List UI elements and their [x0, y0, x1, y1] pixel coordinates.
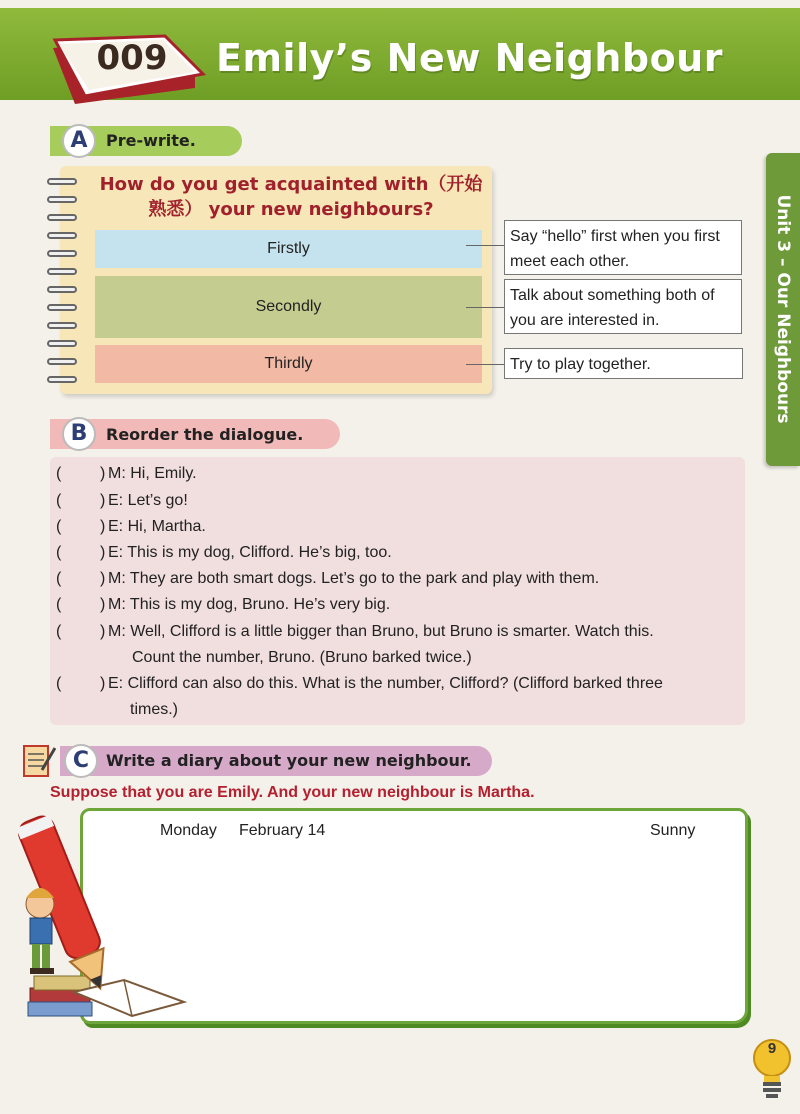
page-title: Emily’s New Neighbour — [216, 36, 724, 80]
unit-side-tab — [766, 153, 800, 466]
answer-secondly: Talk about something both of you are interested in. — [504, 279, 742, 334]
step-secondly: Secondly — [95, 276, 482, 338]
section-c-title: Write a diary about your new neighbour. — [106, 751, 472, 770]
diary-instruction: Suppose that you are Emily. And your new neighbour is Martha. — [50, 784, 535, 801]
section-c-letter: C — [64, 744, 98, 778]
notebook-rings — [47, 172, 77, 392]
dialogue-line: ( ) E: Hi, Martha. — [56, 518, 206, 535]
diary-day: Monday — [160, 822, 217, 839]
unit-label: Unit 3 – Our Neighbours — [773, 194, 793, 424]
connector-line — [466, 307, 504, 308]
page-number: 9 — [767, 1040, 777, 1057]
step-firstly: Firstly — [95, 230, 482, 268]
lesson-number: 009 — [96, 38, 168, 78]
pencil-boy-illustration — [14, 812, 190, 1032]
section-b-title: Reorder the dialogue. — [106, 425, 304, 444]
section-b-letter: B — [62, 417, 96, 451]
step-thirdly: Thirdly — [95, 345, 482, 383]
connector-line — [466, 245, 504, 246]
dialogue-line: ( ) M: Well, Clifford is a little bigger than Bruno, but Bruno is smarter. Watch this. Count the number, Bruno. (Bruno barked twice.) — [56, 623, 654, 666]
dialogue-line: ( ) E: Clifford can also do this. What is the number, Clifford? (Clifford barked three times.) — [56, 675, 663, 718]
connector-line — [466, 364, 504, 365]
answer-thirdly: Try to play together. — [504, 348, 743, 379]
answer-firstly: Say “hello” first when you first meet each other. — [504, 220, 742, 275]
dialogue-line: ( ) M: They are both smart dogs. Let’s go to the park and play with them. — [56, 570, 600, 587]
book-icon — [45, 30, 215, 110]
dialogue-line: ( ) E: This is my dog, Clifford. He’s big, too. — [56, 544, 392, 561]
section-a-title: Pre-write. — [106, 131, 196, 150]
dialogue-line: ( ) M: This is my dog, Bruno. He’s very big. — [56, 596, 391, 613]
dialogue-line: ( ) E: Let’s go! — [56, 492, 188, 509]
diary-date: February 14 — [239, 822, 326, 839]
dialogue-line: ( ) M: Hi, Emily. — [56, 465, 197, 482]
diary-weather: Sunny — [650, 822, 696, 839]
section-a-letter: A — [62, 124, 96, 158]
diary-notepad-icon — [22, 742, 56, 778]
pre-write-question: How do you get acquainted with（开始 熟悉） your new neighbours? — [99, 174, 483, 220]
